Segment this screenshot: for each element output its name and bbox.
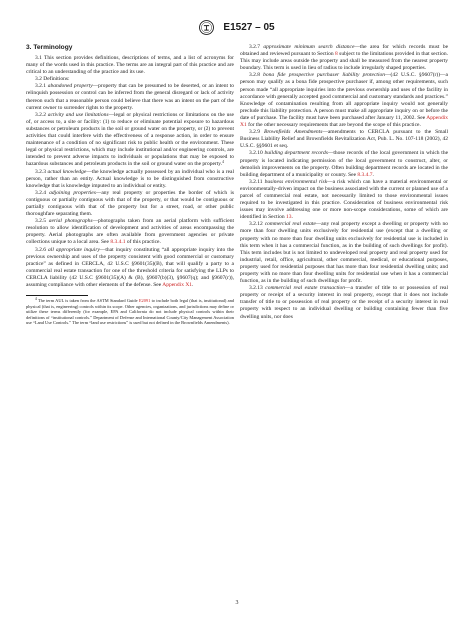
paragraph-3-1: 3.1 This section provides definitions, descriptions of terms, and a list of acronyms for many of the words used in this practice. The terms are an integral part of this practice and are critical to an understanding of the practice and its use. [26,55,234,76]
footnote-4: $^4$ The term AUL is taken from the ASTM Standard Guide E2091 to include both legal (that is, institutional) and physical (that is, engineering) controls within its scope. Other agencies, organizations, and jurisdictions may define or utilize these terms differently (for example, EPA and California do not include physical controls within their definitions of “institutional controls.” Department of Defense and International County/City Management Association use “Land Use Controls.” The term “land use restrictions” is used but not defined in the Brownfields Amendments). [26,297,234,326]
definition-3-2-1: 3.2.1 abandoned property—property that can be presumed to be deserted, or an intent to relinquish possession or control can be inferred from the general disregard or lack of activity thereon such that a reasonable person could believe that there was an intent on the part of the current owner to surrender rights to the property. [26,83,234,111]
link-8-3-4-7[interactable]: 8.3.4.7 [357,171,373,178]
definition-3-2-5: 3.2.5 aerial photographs—photographs taken from an aerial platform with sufficient resolution to allow identification of development and activities of areas encompassing the property. Aerial photographs are often available from government agencies or private collections unique to a local area. See 8.3.4.1 of this practice. [26,218,235,246]
footnote-reference: 4 [222,160,224,165]
page-header [0,18,474,34]
definition-3-2-9: 3.2.9 Brownfields Amendments—amendments to CERCLA pursuant to the Small Business Liability Relief and Brownfields Revitalization Act, Pub. L. No. 107-118 (2002), 42 U.S.C. §§9601 et seq. [240,129,448,150]
paragraph-3-2: 3.2 Definitions: [35,76,70,83]
definition-3-2-10: 3.2.10 building department records—those records of the local government in which the property is located indicating permission of the local government to construct, alter, or demolish improvements on the property. Often building department records are located in the building department of a municipality or county. See 8.3.4.7. [240,150,449,178]
definition-3-2-6: 3.2.6 all appropriate inquiry—that inquiry constituting “all appropriate inquiry into the previous ownership and uses of the property consistent with good commercial or customary practice” as defined in CERCLA, 42 U.S.C §9601(35)(B), that will qualify a party to a commercial real estate transaction for one of the threshold criteria for satisfying the LLPs to CERCLA liability (42 U.S.C §9601(35)(A) & (B), §9607(b)(3), §9607(q); and §9607(r)), assuming compliance with other elements of the defense. See Appendix X1. [26,246,234,288]
right-column [240,44,448,321]
definition-3-2-3: 3.2.3 actual knowledge—the knowledge actually possessed by an individual who is a real person, rather than an entity. Actual knowledge is to be distinguished from constructive knowledge that is knowledge imputed to an individual or entity. [26,168,234,189]
link-e2091[interactable]: E2091 [138,298,151,304]
footnote-divider [26,295,88,296]
definition-3-2-4: 3.2.4 adjoining properties—any real property or properties the border of which is contiguous or partially contiguous with that of the property, or that would be contiguous or partially contiguous with that of the property but for a street, road, or other public thoroughfare separating them. [26,189,235,218]
link-section-13[interactable]: 13 [285,214,292,221]
definition-3-2-12: 3.2.12 commercial real estate—any real property except a dwelling or property with no more than four dwelling units exclusively for residential use (except that a dwelling or property with no more than four dwelling units exclusively for residential use is included in this term when it has a commercial function, as in the building of such dwellings for profit). This term includes but is not limited to undeveloped real property and real property used for industrial, retail, office, agricultural, other commercial, medical, or educational purposes, property used for residential purposes that has more than four residential dwelling units; and property with no more than four dwelling units for residential use when it has a commercial function, as in the building of such dwellings for profit. [240,221,448,285]
link-appendix-x1[interactable]: Appendix X1 [162,282,193,288]
left-column [26,44,234,326]
definition-3-2-13: 3.2.13 commercial real estate transaction—a transfer of title to or possession of real property or receipt of a security interest in real property, except that it does not include transfer of title to or possession of real property or the receipt of a security interest in real property with respect to an individual dwelling or building containing fewer than five dwelling units, nor does [240,285,448,320]
definition-3-2-2: 3.2.2 activity and use limitations—legal or physical restrictions or limitations on the use of, or access to, a site or facility: (1) to reduce or eliminate potential exposure to hazardous substances or petroleum products in the soil or ground water on the property, or (2) to prevent activities that could interfere with the effectiveness of a response action, in order to ensure maintenance of a condition of no significant risk to public health or the environment. These legal or physical restrictions, which may include institutional and/or engineering controls, are intended to prevent adverse impacts to individuals or populations that may be exposed to hazardous substances and petroleum products in the soil or ground water on the property.$^4$ [26,111,234,168]
document-id: E1527 – 05 [223,21,275,33]
definition-3-2-8: 3.2.8 bona fide prospective purchaser liability protection—(42 U.S.C. §9607(r))—a person may qualify as a bona fide prospective purchaser if, among other requirements, such person made “all appropriate inquiries into the previous ownership and uses of the facility in accordance with generally accepted good commercial and customary standards and practices.” Knowledge of contamination resulting from all appropriate inquiry would not generally preclude this liability protection. A person must make all appropriate inquiry on or before the date of purchase. The facility must have been purchased after January 11, 2002. See Appendix X1 for the other necessary requirements that are beyond the scope of this practice. [240,72,448,129]
page-number: 3 [235,600,239,606]
definition-3-2-7: 3.2.7 approximate minimum search distance—the area for which records must be obtained and reviewed pursuant to Section 8 subject to the limitations provided in that section. This may include areas outside the property and shall be measured from the nearest property boundary. This term is used in lieu of radius to include irregularly shaped properties. [240,44,449,72]
section-title: 3. Terminology [26,44,73,51]
link-appendix-x1-b[interactable]: Appendix X1 [240,114,448,129]
definition-3-2-11: 3.2.11 business environmental risk—a risk which can have a material environmental or environmentally-driven impact on the business associated with the current or planned use of a parcel of commercial real estate, not necessarily limited to those environmental issues required to be investigated in this practice. Consideration of business environmental risk issues may involve addressing one or more non-scope considerations, some of which are identified in Section 13. [240,178,448,221]
astm-logo-icon [199,20,214,35]
link-8-3-4-1[interactable]: 8.3.4.1 [110,239,126,246]
link-section-8[interactable]: 8 [335,51,338,58]
